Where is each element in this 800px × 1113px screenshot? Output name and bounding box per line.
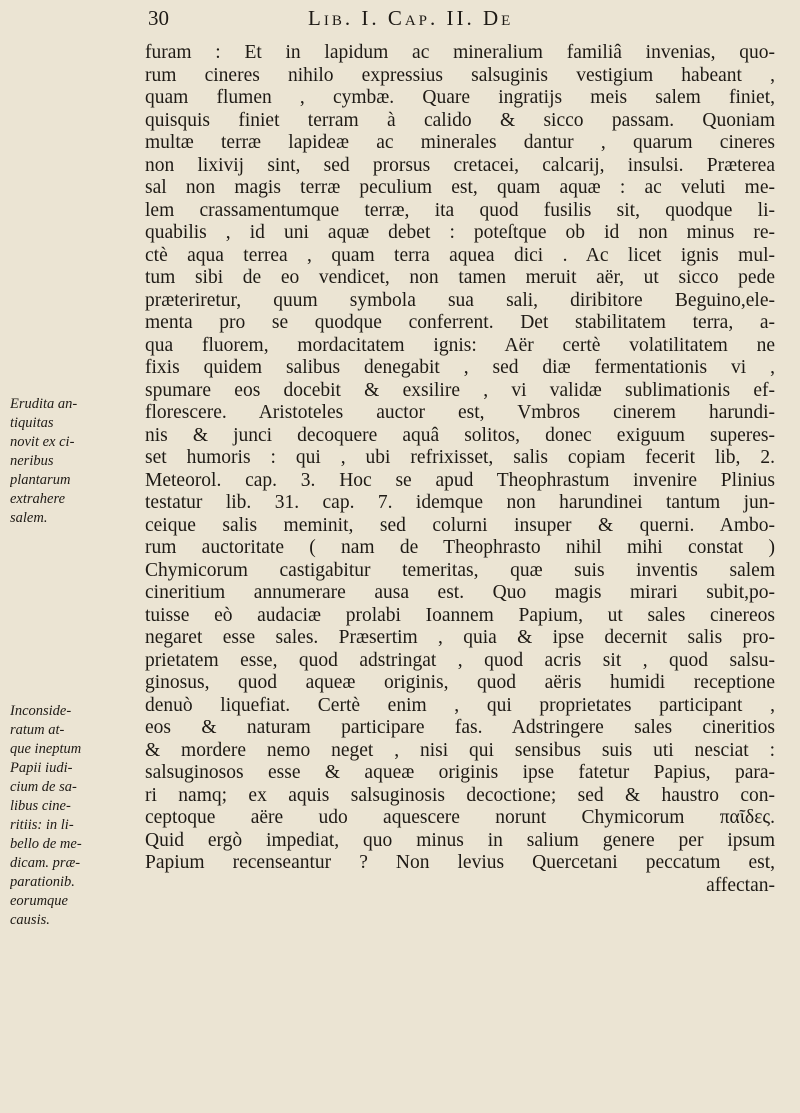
text-line: Quid ergò impediat, quo minus in salium genere per ipsum — [145, 829, 775, 851]
text-line: rum auctoritate ( nam de Theophrasto nihil mihi constat ) — [145, 537, 775, 558]
text-line: denuò liquefiat. Certè enim , qui proprietates participant , — [145, 694, 775, 716]
text-line: præteriretur, quum symbola sua sali, diribitore Beguino,ele- — [145, 289, 775, 311]
text-line: quisquis finiet terram à calido & sicco passam. Quoniam — [145, 109, 775, 131]
margin-note-line: novit ex ci- — [10, 434, 75, 450]
text-line: menta pro se quodque conferrent. Det stabilitatem terra, a- — [145, 312, 775, 333]
margin-note-line: que ineptum — [10, 741, 82, 757]
text-line: spumare eos docebit & exsilire , vi validæ sublimationis ef- — [145, 379, 775, 401]
margin-note-line: tiquitas — [10, 415, 54, 431]
margin-note-line: plantarum — [10, 472, 71, 488]
text-line: non lixivij sint, sed prorsus cretacei, calcarij, insulsi. Præterea — [145, 154, 775, 176]
text-line: ceptoque aëre udo aquescere norunt Chymicorum παῖδες. — [145, 807, 775, 828]
text-line: Chymicorum castigabitur temeritas, quæ suis inventis salem — [145, 559, 775, 581]
text-line: nis & junci decoquere aquâ solitos, donec exiguum superes- — [145, 424, 775, 446]
text-line: prietatem esse, quod adstringat , quod acris sit , quod salsu- — [145, 649, 775, 671]
body-text — [145, 42, 775, 897]
text-line: ri namq; ex aquis salsuginosis decoctione; sed & haustro con- — [145, 784, 775, 806]
text-line: salsuginosos esse & aqueæ originis ipse fatetur Papius, para- — [145, 762, 775, 783]
text-line: cineritium annumerare ausa est. Quo magis mirari subit,po- — [145, 582, 775, 603]
text-line: Meteorol. cap. 3. Hoc se apud Theophrastum invenire Plinius — [145, 469, 775, 491]
margin-note-inconsideratum — [10, 702, 138, 930]
text-line: furam : Et in lapidum ac mineralium familiâ invenias, quo- — [145, 42, 775, 63]
margin-note-line: parationib. — [10, 874, 75, 890]
text-line: negaret esse sales. Præsertim , quia & ipse decernit salis pro- — [145, 627, 775, 648]
text-line: ceique salis meminit, sed colurni insuper & querni. Ambo- — [145, 514, 775, 536]
running-title: Lib. I. Cap. II. De — [308, 6, 514, 30]
margin-note-line: libus cine- — [10, 798, 71, 814]
margin-note-line: causis. — [10, 912, 50, 928]
running-head — [148, 6, 768, 36]
text-line: & mordere nemo neget , nisi qui sensibus suis uti nesciat : — [145, 739, 775, 761]
margin-note-line: extrahere — [10, 491, 66, 507]
text-line: quabilis , id uni aquæ debet : poteſtque ob id non minus re- — [145, 222, 775, 243]
text-line: sal non magis terræ peculium est, quam aquæ : ac veluti me- — [145, 177, 775, 198]
page-number: 30 — [148, 6, 169, 30]
catchword: affectan- — [706, 874, 775, 896]
text-line: eos & naturam participare fas. Adstringere sales cineritios — [145, 717, 775, 738]
margin-note-line: cium de sa- — [10, 779, 77, 795]
text-line: fixis quidem salibus denegabit , sed diæ fermentationis vi , — [145, 357, 775, 378]
margin-note-erudita — [10, 395, 138, 528]
margin-note-line: Inconside- — [10, 703, 72, 719]
margin-note-line: dicam. præ- — [10, 855, 81, 871]
text-line: florescere. Aristoteles auctor est, Vmbros cinerem harundi- — [145, 402, 775, 423]
margin-note-line: Papii iudi- — [10, 760, 73, 776]
text-line: quam flumen , cymbæ. Quare ingratijs meis salem finiet, — [145, 87, 775, 108]
text-line: tuisse eò audaciæ prolabi Ioannem Papium, ut sales cinereos — [145, 604, 775, 626]
text-line: multæ terræ lapideæ ac minerales dantur , quarum cineres — [145, 132, 775, 153]
margin-note-line: eorumque — [10, 893, 68, 909]
text-line: tum sibi de eo vendicet, non tamen meruit aër, ut sicco pede — [145, 267, 775, 288]
text-line: ctè aqua terrea , quam terra aquea dici . Ac licet ignis mul- — [145, 244, 775, 266]
margin-note-line: neribus — [10, 453, 54, 469]
margin-note-line: ratum at- — [10, 722, 65, 738]
text-line: set humoris : qui , ubi refrixisset, salis copiam fecerit lib, 2. — [145, 447, 775, 468]
text-line: testatur lib. 31. cap. 7. idemque non harundinei tantum jun- — [145, 492, 775, 513]
text-line: qua fluorem, mordacitatem ignis: Aër certè volatilitatem ne — [145, 334, 775, 356]
margin-note-line: bello de me- — [10, 836, 82, 852]
text-line: ginosus, quod aqueæ originis, quod aëris humidi receptione — [145, 672, 775, 693]
text-line: lem crassamentumque terræ, ita quod fusilis sit, quodque li- — [145, 199, 775, 221]
text-line: rum cineres nihilo expressius salsuginis vestigium habeant , — [145, 64, 775, 86]
margin-note-line: Erudita an- — [10, 396, 78, 412]
margin-note-line: ritiis: in li- — [10, 817, 74, 833]
margin-note-line: salem. — [10, 510, 48, 526]
text-line: Papium recenseantur ? Non levius Quercetani peccatum est, — [145, 852, 775, 873]
